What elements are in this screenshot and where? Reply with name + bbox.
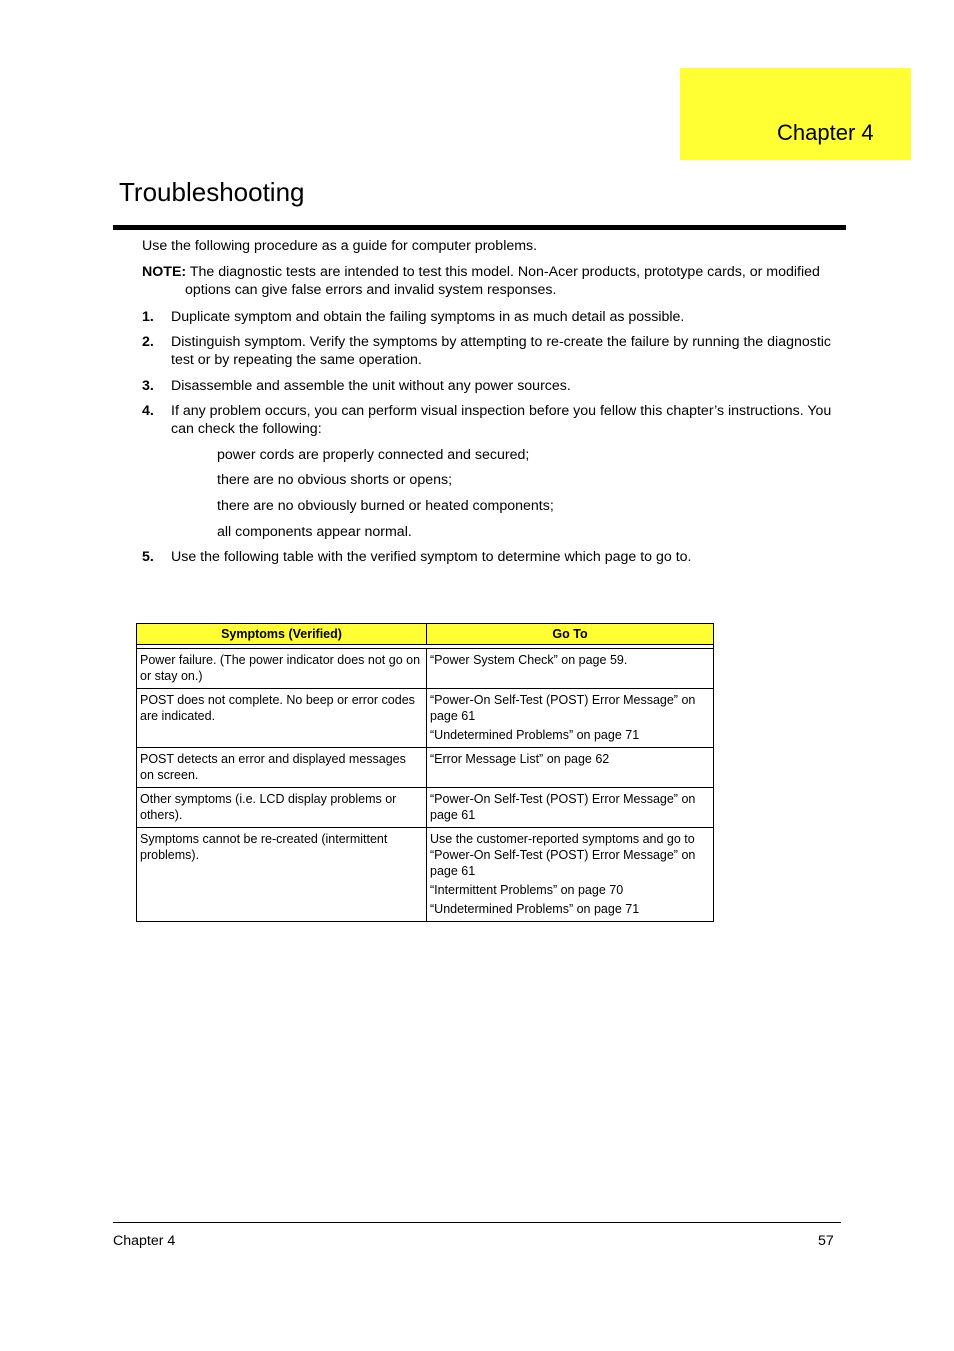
goto-ref: “Undetermined Problems” on page 71 [430, 728, 640, 742]
symptom-text: Other symptoms (i.e. LCD display problems or others). [140, 792, 397, 822]
check-item: all components appear normal. [217, 524, 412, 540]
chapter-label: Chapter 4 [777, 120, 874, 145]
table-row [137, 649, 714, 689]
check-item: there are no obviously burned or heated components; [217, 498, 554, 514]
table-row [137, 828, 714, 922]
step-number: 5. [142, 549, 154, 565]
footer-divider [113, 1222, 841, 1223]
check-item: there are no obvious shorts or opens; [217, 472, 453, 488]
note-block [142, 263, 842, 299]
step-number: 3. [142, 378, 154, 394]
goto-ref: “Power System Check” on page 59. [430, 653, 628, 667]
goto-ref: “Error Message List” on page 62 [430, 752, 610, 766]
goto-cell [427, 748, 714, 788]
note-line-1: The diagnostic tests are intended to test this model. Non-Acer products, prototype cards, or modified [189, 264, 820, 280]
step-3 [142, 377, 842, 395]
symptom-cell [137, 689, 427, 748]
symptom-text: POST does not complete. No beep or error codes are indicated. [140, 693, 415, 723]
title-divider [113, 225, 846, 230]
symptom-table [136, 623, 714, 922]
step-text: Distinguish symptom. Verify the symptoms by attempting to re-create the failure by running the diagnostic test or by repeating the same operation. [171, 334, 832, 368]
step-text: Use the following table with the verified symptom to determine which page to go to. [171, 549, 692, 565]
step-1 [142, 308, 842, 326]
check-item: power cords are properly connected and secured; [217, 447, 530, 463]
goto-ref: “Undetermined Problems” on page 71 [430, 902, 640, 916]
symptom-cell [137, 748, 427, 788]
step-number: 2. [142, 334, 154, 350]
chapter-banner [680, 68, 911, 160]
goto-ref: “Power-On Self-Test (POST) Error Message” on page 61 [430, 792, 696, 822]
goto-cell [427, 788, 714, 828]
goto-cell [427, 689, 714, 748]
step-4 [142, 402, 842, 438]
note-line-2: options can give false errors and invalid system responses. [185, 282, 557, 298]
step-2 [142, 333, 842, 369]
table-row [137, 788, 714, 828]
header-goto: Go To [427, 624, 714, 645]
step-text: If any problem occurs, you can perform visual inspection before you fellow this chapter’s instructions. You can check the following: [171, 403, 832, 437]
step-text: Duplicate symptom and obtain the failing symptoms in as much detail as possible. [171, 309, 685, 325]
symptom-text: Power failure. (The power indicator does not go on or stay on.) [140, 653, 421, 683]
step-text: Disassemble and assemble the unit without any power sources. [171, 378, 571, 394]
symptom-cell [137, 788, 427, 828]
symptom-text: Symptoms cannot be re-created (intermittent problems). [140, 832, 388, 862]
step-5 [142, 548, 842, 566]
symptom-cell [137, 649, 427, 689]
footer-chapter: Chapter 4 [113, 1233, 176, 1249]
table-header-row [137, 624, 714, 645]
page-number: 57 [818, 1233, 834, 1249]
step-number: 4. [142, 403, 154, 419]
goto-cell [427, 828, 714, 922]
symptom-text: POST detects an error and displayed messages on screen. [140, 752, 406, 782]
goto-ref: Use the customer-reported symptoms and go to “Power-On Self-Test (POST) Error Message” on page 61 [430, 832, 696, 878]
goto-cell [427, 649, 714, 689]
header-symptoms: Symptoms (Verified) [137, 624, 427, 645]
note-label: NOTE: [142, 264, 187, 280]
table-row [137, 748, 714, 788]
goto-ref: “Power-On Self-Test (POST) Error Message” on page 61 [430, 693, 696, 723]
page-title: Troubleshooting [119, 177, 305, 207]
intro-text: Use the following procedure as a guide for computer problems. [142, 238, 538, 254]
step-number: 1. [142, 309, 154, 325]
table-row [137, 689, 714, 748]
goto-ref: “Intermittent Problems” on page 70 [430, 883, 624, 897]
symptom-cell [137, 828, 427, 922]
